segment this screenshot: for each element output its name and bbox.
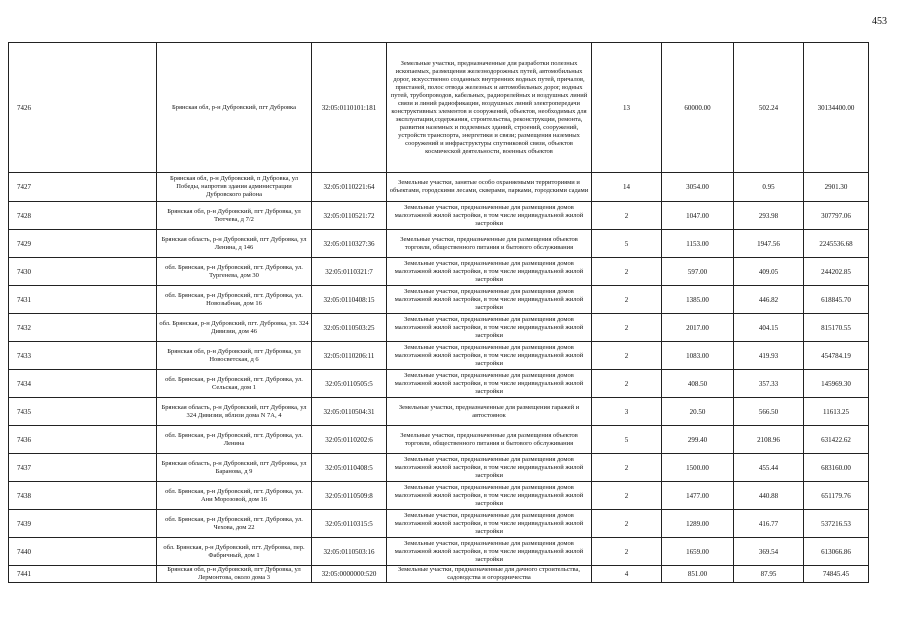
row-number-cell: 7430: [9, 258, 157, 286]
cadastral-value-cell: 11613.25: [804, 398, 869, 426]
address-cell: обл. Брянская, р-н Дубровский, пгт. Дубровка, ул. Ани Морозовой, дом 16: [157, 482, 312, 510]
land-use-cell: Земельные участки, предназначенные для дачного строительства, садоводства и огородничества: [387, 566, 592, 583]
land-use-cell: Земельные участки, предназначенные для размещения домов малоэтажной жилой застройки, в том числе индивидуальной жилой застройки: [387, 258, 592, 286]
area-cell: 2017.00: [662, 314, 734, 342]
unit-value-cell: 440.88: [734, 482, 804, 510]
row-number-cell: 7432: [9, 314, 157, 342]
land-use-cell: Земельные участки, предназначенные для разработки полезных ископаемых, размещения железнодорожных путей, автомобильных дорог, искусственно созданных внутренних водных путей, причалов, пристаней, полос отвода железных и автомобильных дорог, водных путей, трубопроводов, кабельных, радиорелейных и воздушных линий связи и линий радиофикации, воздушных линий электропередачи конструктивных элементов и сооружений, объектов, необходимых для эксплуатации,содержания, строительства, реконструкции, ремонта, развития наземных и подземных зданий, строений, сооружений, устройств транспорта, энергетики и связи; размещения наземных сооружений и инфраструктуры спутниковой связи, объектов космической деятельности, военных объектов: [387, 43, 592, 173]
land-use-cell: Земельные участки, предназначенные для размещения домов малоэтажной жилой застройки, в том числе индивидуальной жилой застройки: [387, 482, 592, 510]
table-row: [9, 43, 869, 173]
table-row: [9, 258, 869, 286]
unit-value-cell: 87.95: [734, 566, 804, 583]
unit-value-cell: 409.05: [734, 258, 804, 286]
land-use-cell: Земельные участки, предназначенные для размещения домов малоэтажной жилой застройки, в том числе индивидуальной жилой застройки: [387, 314, 592, 342]
row-number-cell: 7426: [9, 43, 157, 173]
area-cell: 1289.00: [662, 510, 734, 538]
use-code-cell: 2: [592, 370, 662, 398]
land-use-cell: Земельные участки, занятые особо охраняемыми территориями и объектами, городскими лесами, скверами, парками, городскими садами: [387, 173, 592, 202]
unit-value-cell: 566.50: [734, 398, 804, 426]
cadastral-value-cell: 618845.70: [804, 286, 869, 314]
row-number-cell: 7438: [9, 482, 157, 510]
land-use-cell: Земельные участки, предназначенные для размещения домов малоэтажной жилой застройки, в том числе индивидуальной жилой застройки: [387, 454, 592, 482]
row-number-cell: 7435: [9, 398, 157, 426]
area-cell: 1047.00: [662, 202, 734, 230]
page-number: 453: [872, 16, 887, 27]
unit-value-cell: 455.44: [734, 454, 804, 482]
land-use-cell: Земельные участки, предназначенные для размещения домов малоэтажной жилой застройки, в том числе индивидуальной жилой застройки: [387, 538, 592, 566]
use-code-cell: 2: [592, 482, 662, 510]
cadastral-number-cell: 32:05:0110521:72: [312, 202, 387, 230]
cadastral-number-cell: 32:05:0110504:31: [312, 398, 387, 426]
area-cell: 1659.00: [662, 538, 734, 566]
use-code-cell: 2: [592, 510, 662, 538]
unit-value-cell: 419.93: [734, 342, 804, 370]
cadastral-value-cell: 307797.06: [804, 202, 869, 230]
land-use-cell: Земельные участки, предназначенные для размещения домов малоэтажной жилой застройки, в том числе индивидуальной жилой застройки: [387, 202, 592, 230]
address-cell: обл. Брянская, р-н Дубровский, пгт. Дубровка, ул. Тургенева, дом 30: [157, 258, 312, 286]
cadastral-number-cell: 32:05:0110503:16: [312, 538, 387, 566]
cadastral-number-cell: 32:05:0110101:181: [312, 43, 387, 173]
cadastral-value-cell: 2901.30: [804, 173, 869, 202]
cadastral-number-cell: 32:05:0110408:15: [312, 286, 387, 314]
area-cell: 851.00: [662, 566, 734, 583]
address-cell: обл. Брянская, р-н Дубровский, пгт. Дубровка, ул. 324 Дивизии, дом 46: [157, 314, 312, 342]
address-cell: Брянская область, р-н Дубровский, пгт Дубровка, ул Баранова, д 9: [157, 454, 312, 482]
unit-value-cell: 1947.56: [734, 230, 804, 258]
address-cell: Брянская обл, р-н Дубровский, п Дубровка, ул Победы, напротив здания администрации Дубровского района: [157, 173, 312, 202]
cadastral-value-cell: 2245536.68: [804, 230, 869, 258]
land-use-cell: Земельные участки, предназначенные для размещения гаражей и автостоянок: [387, 398, 592, 426]
unit-value-cell: 2108.96: [734, 426, 804, 454]
row-number-cell: 7440: [9, 538, 157, 566]
table-row: [9, 173, 869, 202]
address-cell: Брянская обл, р-н Дубровский, пгт Дубровка, ул Лермонтова, около дома 3: [157, 566, 312, 583]
cadastral-number-cell: 32:05:0110503:25: [312, 314, 387, 342]
land-use-cell: Земельные участки, предназначенные для размещения домов малоэтажной жилой застройки, в том числе индивидуальной жилой застройки: [387, 286, 592, 314]
row-number-cell: 7427: [9, 173, 157, 202]
unit-value-cell: 404.15: [734, 314, 804, 342]
use-code-cell: 2: [592, 454, 662, 482]
use-code-cell: 2: [592, 342, 662, 370]
use-code-cell: 4: [592, 566, 662, 583]
area-cell: 1083.00: [662, 342, 734, 370]
table-row: [9, 398, 869, 426]
land-use-cell: Земельные участки, предназначенные для размещения домов малоэтажной жилой застройки, в том числе индивидуальной жилой застройки: [387, 370, 592, 398]
cadastral-value-cell: 244202.85: [804, 258, 869, 286]
row-number-cell: 7437: [9, 454, 157, 482]
land-use-cell: Земельные участки, предназначенные для размещения объектов торговли, общественного питания и бытового обслуживания: [387, 426, 592, 454]
area-cell: 20.50: [662, 398, 734, 426]
row-number-cell: 7431: [9, 286, 157, 314]
unit-value-cell: 0.95: [734, 173, 804, 202]
table-row: [9, 230, 869, 258]
row-number-cell: 7429: [9, 230, 157, 258]
unit-value-cell: 446.82: [734, 286, 804, 314]
address-cell: Брянская обл, р-н Дубровский, пгт Дубровка, ул Тютчева, д 7/2: [157, 202, 312, 230]
unit-value-cell: 416.77: [734, 510, 804, 538]
use-code-cell: 2: [592, 202, 662, 230]
area-cell: 1385.00: [662, 286, 734, 314]
use-code-cell: 2: [592, 314, 662, 342]
cadastral-value-cell: 454784.19: [804, 342, 869, 370]
address-cell: обл. Брянская, р-н Дубровский, пгт. Дубровка, пер. Фабричный, дом 1: [157, 538, 312, 566]
cadastral-number-cell: 32:05:0110206:11: [312, 342, 387, 370]
area-cell: 408.50: [662, 370, 734, 398]
land-use-cell: Земельные участки, предназначенные для размещения домов малоэтажной жилой застройки, в том числе индивидуальной жилой застройки: [387, 342, 592, 370]
cadastral-value-cell: 631422.62: [804, 426, 869, 454]
cadastral-number-cell: 32:05:0110315:5: [312, 510, 387, 538]
cadastral-number-cell: 32:05:0110505:5: [312, 370, 387, 398]
unit-value-cell: 293.98: [734, 202, 804, 230]
area-cell: 1477.00: [662, 482, 734, 510]
address-cell: обл. Брянская, р-н Дубровский, пгт. Дубровка, ул. Новозыбная, дом 16: [157, 286, 312, 314]
table-row: [9, 426, 869, 454]
use-code-cell: 3: [592, 398, 662, 426]
area-cell: 3054.00: [662, 173, 734, 202]
cadastral-value-cell: 30134400.00: [804, 43, 869, 173]
table-row: [9, 314, 869, 342]
row-number-cell: 7428: [9, 202, 157, 230]
land-use-cell: Земельные участки, предназначенные для размещения объектов торговли, общественного питания и бытового обслуживания: [387, 230, 592, 258]
cadastral-value-cell: 815170.55: [804, 314, 869, 342]
row-number-cell: 7433: [9, 342, 157, 370]
address-cell: Брянская обл, р-н Дубровский, пгт Дубровка: [157, 43, 312, 173]
area-cell: 1153.00: [662, 230, 734, 258]
row-number-cell: 7439: [9, 510, 157, 538]
table-row: [9, 286, 869, 314]
use-code-cell: 2: [592, 286, 662, 314]
cadastral-number-cell: 32:05:0110321:7: [312, 258, 387, 286]
area-cell: 60000.00: [662, 43, 734, 173]
table-row: [9, 342, 869, 370]
cadastral-value-cell: 651179.76: [804, 482, 869, 510]
use-code-cell: 13: [592, 43, 662, 173]
cadastral-value-cell: 613066.86: [804, 538, 869, 566]
address-cell: Брянская область, р-н Дубровский, пгт Дубровка, ул Ленина, д 146: [157, 230, 312, 258]
cadastral-number-cell: 32:05:0110509:8: [312, 482, 387, 510]
unit-value-cell: 357.33: [734, 370, 804, 398]
area-cell: 1500.00: [662, 454, 734, 482]
table-row: [9, 538, 869, 566]
table-row: [9, 510, 869, 538]
unit-value-cell: 369.54: [734, 538, 804, 566]
table-row: [9, 566, 869, 583]
cadastral-number-cell: 32:05:0110221:64: [312, 173, 387, 202]
use-code-cell: 2: [592, 258, 662, 286]
table-row: [9, 202, 869, 230]
cadastral-number-cell: 32:05:0000000:520: [312, 566, 387, 583]
row-number-cell: 7436: [9, 426, 157, 454]
cadastral-number-cell: 32:05:0110327:36: [312, 230, 387, 258]
cadastral-value-cell: 145969.30: [804, 370, 869, 398]
area-cell: 299.40: [662, 426, 734, 454]
cadastral-value-table: [8, 42, 869, 583]
address-cell: обл. Брянская, р-н Дубровский, пгт. Дубровка, ул. Чехова, дом 22: [157, 510, 312, 538]
table-row: [9, 454, 869, 482]
address-cell: обл. Брянская, р-н Дубровский, пгт. Дубровка, ул. Сельская, дом 1: [157, 370, 312, 398]
cadastral-number-cell: 32:05:0110202:6: [312, 426, 387, 454]
table-row: [9, 482, 869, 510]
cadastral-number-cell: 32:05:0110408:5: [312, 454, 387, 482]
unit-value-cell: 502.24: [734, 43, 804, 173]
address-cell: Брянская область, р-н Дубровский, пгт Дубровка, ул 324 Дивизии, вблизи дома N 7А, 4: [157, 398, 312, 426]
address-cell: Брянская обл, р-н Дубровский, пгт Дубровка, ул Новосветская, д 6: [157, 342, 312, 370]
use-code-cell: 5: [592, 426, 662, 454]
land-use-cell: Земельные участки, предназначенные для размещения домов малоэтажной жилой застройки, в том числе индивидуальной жилой застройки: [387, 510, 592, 538]
use-code-cell: 5: [592, 230, 662, 258]
use-code-cell: 2: [592, 538, 662, 566]
area-cell: 597.00: [662, 258, 734, 286]
table-row: [9, 370, 869, 398]
table-body: [9, 43, 869, 583]
cadastral-value-cell: 74845.45: [804, 566, 869, 583]
use-code-cell: 14: [592, 173, 662, 202]
address-cell: обл. Брянская, р-н Дубровский, пгт. Дубровка, ул. Ленина: [157, 426, 312, 454]
cadastral-value-cell: 683160.00: [804, 454, 869, 482]
row-number-cell: 7441: [9, 566, 157, 583]
cadastral-value-cell: 537216.53: [804, 510, 869, 538]
row-number-cell: 7434: [9, 370, 157, 398]
